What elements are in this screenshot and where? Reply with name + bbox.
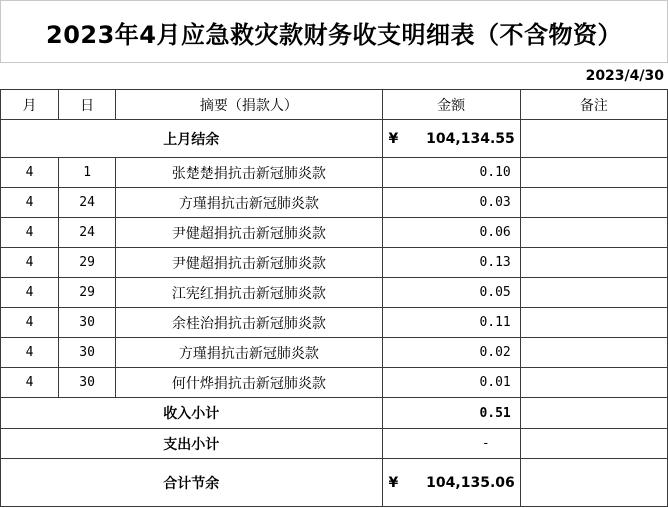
row-amount-cell[interactable]: 0.13 [382,248,520,278]
total-balance-row [1,459,668,507]
date-row [0,62,668,90]
row-amount-cell[interactable]: 0.11 [382,308,520,338]
table-row [1,278,668,308]
row-day-cell[interactable]: 30 [59,368,116,398]
row-day-cell[interactable]: 30 [59,338,116,368]
table-row [1,188,668,218]
header-note[interactable]: 备注 [520,90,667,120]
row-amount-cell[interactable]: 0.02 [382,338,520,368]
table-row [1,218,668,248]
currency-symbol: ¥ [388,130,399,147]
currency-symbol: ¥ [388,474,399,491]
row-amount-cell[interactable]: 0.05 [382,278,520,308]
total-balance-amount: 104,135.06 [426,474,515,491]
row-amount-cell[interactable]: 0.01 [382,368,520,398]
total-balance-note[interactable] [520,459,667,507]
row-month-cell[interactable]: 4 [1,218,59,248]
expense-subtotal-note[interactable] [520,429,667,459]
row-month-cell[interactable]: 4 [1,308,59,338]
row-month-cell[interactable]: 4 [1,158,59,188]
previous-balance-label[interactable]: 上月结余 [1,120,383,158]
row-note-cell[interactable] [520,368,667,398]
sheet-title: 2023年4月应急救灾款财务收支明细表（不含物资） [0,0,668,63]
row-summary-cell[interactable]: 尹健超捐抗击新冠肺炎款 [116,218,382,248]
row-summary-cell[interactable]: 方瑾捐抗击新冠肺炎款 [116,338,382,368]
row-day-cell[interactable]: 29 [59,278,116,308]
ledger-table [0,89,668,507]
row-summary-cell[interactable]: 尹健超捐抗击新冠肺炎款 [116,248,382,278]
row-summary-cell[interactable]: 江宪红捐抗击新冠肺炎款 [116,278,382,308]
previous-balance-row [1,120,668,158]
header-summary[interactable]: 摘要（捐款人） [116,90,382,120]
row-note-cell[interactable] [520,158,667,188]
row-note-cell[interactable] [520,218,667,248]
row-month-cell[interactable]: 4 [1,188,59,218]
header-row [1,90,668,120]
row-amount-cell[interactable]: 0.03 [382,188,520,218]
row-note-cell[interactable] [520,278,667,308]
row-summary-cell[interactable]: 方瑾捐抗击新冠肺炎款 [116,188,382,218]
row-summary-cell[interactable]: 何什烨捐抗击新冠肺炎款 [116,368,382,398]
row-note-cell[interactable] [520,308,667,338]
table-row [1,158,668,188]
expense-subtotal-label[interactable]: 支出小计 [1,429,383,459]
previous-balance-amount: 104,134.55 [426,130,515,147]
row-note-cell[interactable] [520,188,667,218]
row-day-cell[interactable]: 30 [59,308,116,338]
previous-balance-note[interactable] [520,120,667,158]
expense-subtotal-row [1,429,668,459]
header-day[interactable]: 日 [59,90,116,120]
header-amount[interactable]: 金额 [382,90,520,120]
income-subtotal-note[interactable] [520,398,667,429]
row-day-cell[interactable]: 29 [59,248,116,278]
table-row [1,248,668,278]
row-month-cell[interactable]: 4 [1,338,59,368]
row-note-cell[interactable] [520,248,667,278]
total-balance-amount-cell[interactable] [382,459,520,507]
row-day-cell[interactable]: 24 [59,218,116,248]
row-day-cell[interactable]: 24 [59,188,116,218]
income-subtotal-label[interactable]: 收入小计 [1,398,383,429]
row-amount-cell[interactable]: 0.10 [382,158,520,188]
row-day-cell[interactable]: 1 [59,158,116,188]
row-summary-cell[interactable]: 张楚楚捐抗击新冠肺炎款 [116,158,382,188]
income-subtotal-amount[interactable]: 0.51 [382,398,520,429]
expense-subtotal-amount[interactable]: - [382,429,520,459]
row-summary-cell[interactable]: 余桂治捐抗击新冠肺炎款 [116,308,382,338]
row-month-cell[interactable]: 4 [1,278,59,308]
income-subtotal-row [1,398,668,429]
previous-balance-amount-cell[interactable] [382,120,520,158]
table-row [1,338,668,368]
header-month[interactable]: 月 [1,90,59,120]
report-date: 2023/4/30 [585,68,664,84]
row-month-cell[interactable]: 4 [1,248,59,278]
row-month-cell[interactable]: 4 [1,368,59,398]
table-row [1,308,668,338]
table-row [1,368,668,398]
row-note-cell[interactable] [520,338,667,368]
row-amount-cell[interactable]: 0.06 [382,218,520,248]
total-balance-label[interactable]: 合计节余 [1,459,383,507]
